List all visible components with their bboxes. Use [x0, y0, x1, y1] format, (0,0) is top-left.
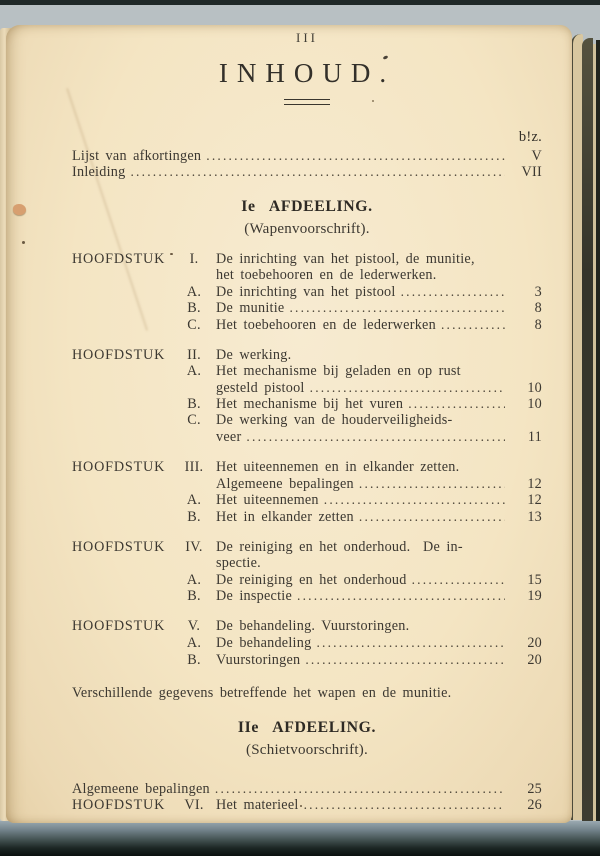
toc-row — [72, 460, 542, 476]
item-numeral: C. — [187, 317, 201, 334]
dot-leader — [304, 797, 505, 814]
entry-text: De werking van de houderveiligheids- — [216, 412, 453, 429]
dot-leader — [359, 476, 505, 493]
dot-leader — [316, 635, 505, 652]
dot-leader — [412, 572, 505, 589]
entry-text: Het mechanisme bij geladen en op rust — [216, 362, 461, 379]
toc-row — [72, 619, 542, 635]
page-number: 15 — [527, 571, 542, 588]
paper-speck — [22, 241, 25, 244]
page-column-header: b!z. — [518, 128, 542, 145]
item-numeral: V. — [187, 618, 201, 635]
page-number: VII — [521, 164, 542, 181]
toc-row — [72, 588, 542, 605]
toc-row — [72, 429, 542, 446]
item-numeral: B. — [187, 651, 201, 668]
toc-row — [72, 348, 542, 364]
entry-text: Het toebehooren en de lederwerken — [216, 317, 436, 334]
toc-row — [72, 364, 542, 380]
dot-leader — [206, 148, 505, 165]
section-heading — [72, 197, 542, 217]
entry-text: Het uiteennemen — [216, 492, 319, 509]
section-subtitle: (Schietvoorschrift). — [245, 741, 369, 758]
toc-row — [72, 476, 542, 493]
entry-text: gesteld pistool — [216, 379, 305, 396]
chapter-label: HOOFDSTUK — [72, 458, 166, 475]
chapter-block — [72, 252, 542, 334]
tail-rows — [72, 781, 542, 815]
toc-row — [72, 509, 542, 526]
table-of-contents — [72, 30, 542, 814]
entry-text: De inspectie — [216, 588, 293, 605]
chapter-block — [72, 619, 542, 668]
page-edge-stripe — [596, 40, 600, 822]
item-numeral: C. — [187, 412, 201, 429]
entry-text: De inrichting van het pistool, de munitie, — [216, 251, 475, 268]
dot-leader — [310, 380, 505, 397]
item-numeral: B. — [187, 509, 201, 526]
toc-row — [72, 781, 542, 798]
page-stack-edges — [570, 30, 600, 822]
page-number: 3 — [534, 283, 542, 300]
page-title: INHOUD. — [218, 58, 396, 88]
page-number: 8 — [534, 317, 542, 334]
entry-text: Algemeene bepalingen — [72, 780, 210, 797]
item-numeral: A. — [186, 571, 202, 588]
dot-leader — [130, 164, 505, 181]
page-number: 10 — [527, 379, 542, 396]
entry-text: De werking. — [216, 347, 292, 364]
toc-row — [72, 652, 542, 669]
chapter-label: HOOFDSTUK — [72, 347, 166, 364]
page-number: 26 — [527, 797, 542, 814]
chapter-block — [72, 348, 542, 446]
toc-row — [72, 396, 542, 413]
page-number: 10 — [527, 396, 542, 413]
section-title: Ie AFDEELING. — [241, 198, 373, 216]
page-number: 12 — [527, 475, 542, 492]
folio-number: III — [296, 30, 318, 45]
section-title: IIe AFDEELING. — [237, 718, 377, 736]
item-numeral: B. — [187, 396, 201, 413]
page-edge-stripe — [582, 38, 593, 822]
toc-row — [72, 380, 542, 397]
page-number: 19 — [527, 588, 542, 605]
item-numeral: II. — [187, 347, 201, 364]
chapter-label: HOOFDSTUK — [72, 251, 166, 268]
dot-leader — [441, 317, 505, 334]
item-numeral: A. — [186, 492, 202, 509]
dot-leader — [289, 300, 505, 317]
book-bottom-edge — [0, 821, 600, 856]
toc-row — [72, 572, 542, 589]
item-numeral: IV. — [185, 539, 203, 556]
page-number: 13 — [527, 509, 542, 526]
chapter-label: HOOFDSTUK — [72, 539, 166, 556]
toc-row — [72, 164, 542, 181]
toc-row — [72, 492, 542, 509]
dot-leader — [246, 429, 505, 446]
entry-text: Het mechanisme bij het vuren — [216, 396, 404, 413]
toc-row — [72, 300, 542, 317]
entry-text: Lijst van afkortingen — [72, 147, 202, 164]
item-numeral: A. — [186, 362, 202, 379]
dot-leader — [215, 781, 505, 798]
toc-row — [72, 268, 542, 284]
page-number: 8 — [534, 300, 542, 317]
toc-row — [72, 413, 542, 429]
entry-text: De inrichting van het pistool — [216, 283, 396, 300]
item-numeral: B. — [187, 300, 201, 317]
page-number: V — [531, 147, 542, 164]
entry-text: Vuurstoringen — [216, 651, 301, 668]
toc-row — [72, 635, 542, 652]
entry-text: Algemeene bepalingen — [216, 475, 354, 492]
entry-text: De behandeling — [216, 635, 312, 652]
dot-leader — [359, 509, 505, 526]
item-numeral: I. — [189, 251, 199, 268]
chapter-block — [72, 540, 542, 605]
entry-text: De reiniging en het onderhoud. De in- — [216, 539, 463, 556]
entry-text: spectie. — [216, 554, 261, 571]
page-number: 12 — [527, 492, 542, 509]
entry-text: Het materieel — [216, 797, 299, 814]
section-subtitle: (Wapenvoorschrift). — [244, 221, 370, 238]
item-numeral: B. — [187, 588, 201, 605]
entry-text: veer — [216, 429, 242, 446]
dot-leader — [324, 492, 505, 509]
toc-row — [72, 252, 542, 268]
entry-text: het toebehooren en de lederwerken. — [216, 266, 437, 283]
double-rule — [284, 99, 330, 105]
toc-row — [72, 797, 542, 814]
section-heading — [72, 718, 542, 738]
item-numeral: A. — [186, 283, 202, 300]
scanner-top-strip — [0, 0, 600, 5]
entry-text: Het in elkander zetten — [216, 509, 354, 526]
item-numeral: A. — [186, 635, 202, 652]
dot-leader — [305, 652, 505, 669]
entry-text: De reiniging en het onderhoud — [216, 571, 407, 588]
page-number: 20 — [527, 651, 542, 668]
toc-row — [72, 148, 542, 165]
paper-flaw-chip — [13, 204, 26, 215]
dot-leader — [401, 284, 505, 301]
entry-text: Inleiding — [72, 164, 126, 181]
entry-text: Het uiteennemen en in elkander zetten. — [216, 458, 460, 475]
toc-row — [72, 317, 542, 334]
page-number: 20 — [527, 635, 542, 652]
chapter-label: HOOFDSTUK — [72, 797, 166, 814]
dot-leader — [297, 588, 505, 605]
entry-text: De behandeling. Vuurstoringen. — [216, 618, 410, 635]
toc-row — [72, 284, 542, 301]
page-number: 11 — [527, 429, 542, 446]
dot-leader — [408, 396, 505, 413]
chapter-block — [72, 460, 542, 526]
toc-row — [72, 540, 542, 556]
toc-row — [72, 556, 542, 572]
misc-line: Verschillende gegevens betreffende het wapen en de munitie. — [72, 684, 452, 701]
page-number: 25 — [527, 780, 542, 797]
item-numeral: VI. — [184, 797, 204, 814]
chapter-label: HOOFDSTUK — [72, 618, 166, 635]
item-numeral: III. — [184, 458, 204, 475]
entry-text: De munitie — [216, 300, 285, 317]
